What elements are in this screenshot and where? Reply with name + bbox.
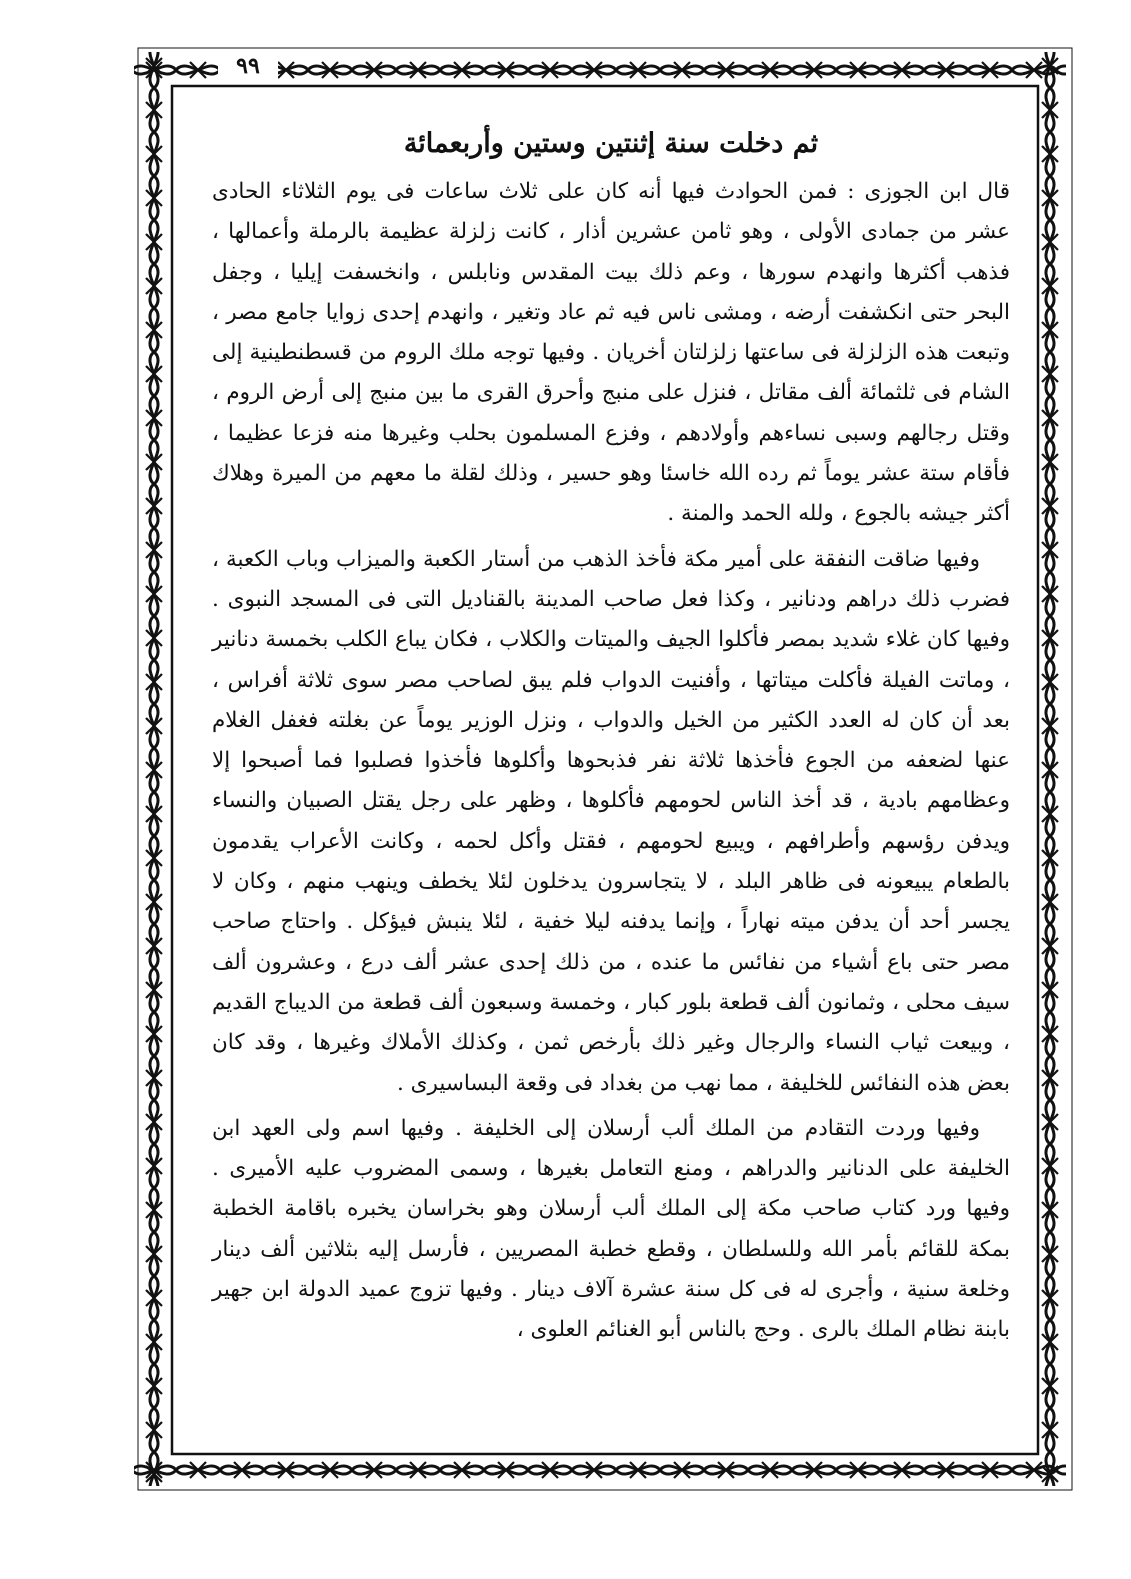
text-body bbox=[212, 118, 1010, 1408]
paragraph: قال ابن الجوزى : فمن الحوادث فيها أنه كان على ثلاث ساعات فى يوم الثلاثاء الحادى عشر من جمادى الأولى ، وهو ثامن عشرين أذار ، كانت زلزلة عظيمة بالرملة وأعمالها ، فذهب أكثرها وانهدم سورها ، وعم ذلك بيت المقدس ونابلس ، وانخسفت إيليا ، وجفل البحر حتى انكشفت أرضه ، ومشى ناس فيه ثم عاد وتغير ، وانهدم إحدى زوايا جامع مصر ، وتبعت هذه الزلزلة فى ساعتها زلزلتان أخريان . وفيها توجه ملك الروم من قسطنطينية إلى الشام فى ثلثمائة ألف مقاتل ، فنزل على منبج وأحرق القرى ما بين منبج إلى أرض الروم ، وقتل رجالهم وسبى نساءهم وأولادهم ، وفزع المسلمون بحلب وغيرها منه فزعا عظيما ، فأقام ستة عشر يوماً ثم رده الله خاسئا وهو حسير ، وذلك لقلة ما معهم من الميرة وهلاك أكثر جيشه بالجوع ، ولله الحمد والمنة . bbox=[212, 179, 1010, 527]
page-number: ٩٩ bbox=[218, 50, 278, 82]
paragraph: وفيها وردت التقادم من الملك ألب أرسلان إلى الخليفة . وفيها اسم ولى العهد ابن الخليفة على الدنانير والدراهم ، ومنع التعامل بغيرها ، وسمى المضروب عليه الأميرى . وفيها ورد كتاب صاحب مكة إلى الملك ألب أرسلان وهو بخراسان يخبره باقامة الخطبة بمكة للقائم بأمر الله وللسلطان ، وقطع خطبة المصريين ، فأرسل إليه بثلاثين ألف دينار وخلعة سنية ، وأجرى له فى كل سنة عشرة آلاف دينار . وفيها تزوج عميد الدولة ابن جهير بابنة نظام الملك بالرى . وحج بالناس أبو الغنائم العلوى ، bbox=[212, 1115, 1010, 1343]
section-title: ثم دخلت سنة إثنتين وستين وأربعمائة bbox=[403, 128, 819, 159]
paragraph: وفيها ضاقت النفقة على أمير مكة فأخذ الذهب من أستار الكعبة والميزاب وباب الكعبة ، فضرب ذلك دراهم ودنانير ، وكذا فعل صاحب المدينة بالقناديل التى فى المسجد النبوى . وفيها كان غلاء شديد بمصر فأكلوا الجيف والميتات والكلاب ، فكان يباع الكلب بخمسة دنانير ، وماتت الفيلة فأكلت ميتاتها ، وأفنيت الدواب فلم يبق لصاحب مصر سوى ثلاثة أفراس ، بعد أن كان له العدد الكثير من الخيل والدواب ، ونزل الوزير يوماً عن بغلته فغفل الغلام عنها لضعفه من الجوع فأخذها ثلاثة نفر فذبحوها وأكلوها فأخذوا فصلبوا فما أصبحوا إلا وعظامهم بادية ، قد أخذ الناس لحومهم فأكلوها ، وظهر على رجل يقتل الصبيان والنساء ويدفن رؤسهم وأطرافهم ، ويبيع لحومهم ، فقتل وأكل لحمه ، وكانت الأعراب يقدمون بالطعام يبيعونه فى ظاهر البلد ، لا يتجاسرون يدخلون لئلا يخطف وينهب منهم ، وكان لا يجسر أحد أن يدفن ميته نهاراً ، وإنما يدفنه ليلا خفية ، لئلا ينبش فيؤكل . واحتاج صاحب مصر حتى باع أشياء من نفائس ما عنده ، من ذلك إحدى عشر ألف درع ، وعشرون ألف سيف محلى ، وثمانون ألف قطعة بلور كبار ، وخمسة وسبعون ألف قطعة من الديباج القديم ، وبيعت ثياب النساء والرجال وغير ذلك بأرخص ثمن ، وكذلك الأملاك وغيرها ، وقد كان بعض هذه النفائس للخليفة ، مما نهب من بغداد فى وقعة البساسيرى . bbox=[212, 546, 1010, 1096]
